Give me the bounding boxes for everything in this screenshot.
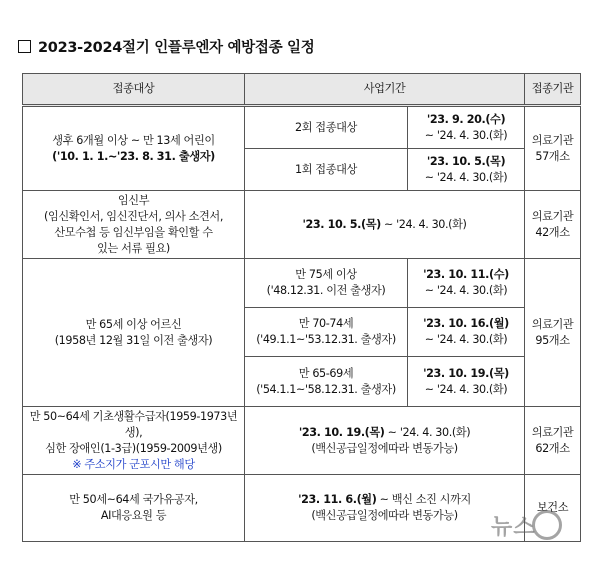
period-end: ~ '24. 4. 30.(화) xyxy=(424,333,508,346)
group-range: ('48.12.31. 이전 출생자) xyxy=(266,284,386,297)
period-start: '23. 10. 11.(수) xyxy=(423,268,509,281)
elderly-70-label xyxy=(245,308,408,357)
target-note: 산모수첩 등 임신부임을 확인할 수 xyxy=(54,225,213,239)
period-end: ~ '24. 4. 30.(화) xyxy=(424,382,508,396)
group-label: 만 75세 이상 xyxy=(295,268,357,281)
veterans-institution: 보건소 xyxy=(525,475,581,542)
institution-count: 42개소 xyxy=(535,225,570,239)
period-start: '23. 10. 5.(목) xyxy=(302,217,381,231)
group-range: ('49.1.1~'53.12.31. 출생자) xyxy=(256,333,396,346)
target-text: AI대응요원 등 xyxy=(100,509,167,522)
institution-type: 의료기관 xyxy=(531,133,574,147)
checkbox-square-icon xyxy=(18,40,31,53)
period-start: '23. 10. 19.(목) xyxy=(298,425,385,439)
elderly-institution xyxy=(525,259,581,407)
vulnerable-institution xyxy=(525,407,581,475)
institution-type: 의료기관 xyxy=(531,317,574,331)
children-dose1-label: 1회 접종대상 xyxy=(245,149,408,191)
period-end: ~ '24. 4. 30.(화) xyxy=(383,217,467,231)
target-text: 심한 장애인(1-3급)(1959-2009년생) xyxy=(45,441,222,455)
page-title xyxy=(18,36,314,57)
header-row xyxy=(23,74,581,106)
header-period: 사업기간 xyxy=(245,74,525,106)
target-text: 만 50세~64세 국가유공자, xyxy=(69,493,198,506)
vaccination-schedule-table xyxy=(22,73,581,542)
period-start: '23. 10. 5.(목) xyxy=(426,154,506,168)
institution-count: 62개소 xyxy=(535,441,570,455)
institution-type: 의료기관 xyxy=(531,209,574,223)
header-institution: 접종기관 xyxy=(525,74,581,106)
vulnerable-period xyxy=(245,407,525,475)
institution-count: 95개소 xyxy=(535,333,570,347)
pregnant-institution xyxy=(525,191,581,259)
group-label: 만 70-74세 xyxy=(298,317,354,330)
children-dose1-period xyxy=(408,149,525,191)
veterans-period xyxy=(245,475,525,542)
watermark-text: 뉴스 xyxy=(491,515,536,540)
children-dose2-label: 2회 접종대상 xyxy=(245,106,408,149)
vulnerable-target xyxy=(23,407,245,475)
target-text: 만 50~64세 기초생활수급자(1959-1973년생), xyxy=(29,409,238,439)
elderly-65-label xyxy=(245,357,408,407)
group-range: ('54.1.1~'58.12.31. 출생자) xyxy=(256,382,396,396)
target-range: (1958년 12월 31일 이전 출생자) xyxy=(54,333,213,347)
target-text: 만 65세 이상 어르신 xyxy=(85,317,182,331)
children-target xyxy=(23,106,245,191)
table-row xyxy=(23,191,581,259)
target-range: ('10. 1. 1.~'23. 8. 31. 출생자) xyxy=(52,149,215,163)
watermark-circle-icon xyxy=(532,510,562,540)
institution-type: 의료기관 xyxy=(531,425,574,439)
group-label: 만 65-69세 xyxy=(298,366,354,380)
period-note: (백신공급일정에따라 변동가능) xyxy=(311,441,458,455)
table-row xyxy=(23,106,581,149)
institution-count: 57개소 xyxy=(535,149,570,163)
target-note: 있는 서류 필요) xyxy=(97,241,170,255)
period-note: (백신공급일정에따라 변동가능) xyxy=(311,509,458,522)
title-text: 2023-2024절기 인플루엔자 예방접종 일정 xyxy=(38,40,315,56)
elderly-target xyxy=(23,259,245,407)
period-start: '23. 11. 6.(월) xyxy=(298,493,377,506)
period-start: '23. 10. 19.(목) xyxy=(423,366,509,380)
news-watermark-logo xyxy=(491,510,579,550)
veterans-target xyxy=(23,475,245,542)
elderly-75-period xyxy=(408,259,525,308)
pregnant-target xyxy=(23,191,245,259)
elderly-75-label xyxy=(245,259,408,308)
elderly-70-period xyxy=(408,308,525,357)
target-note: (임신확인서, 임신진단서, 의사 소견서, xyxy=(43,209,223,223)
target-text: 임신부 xyxy=(117,193,150,207)
period-end: ~ '24. 4. 30.(화) xyxy=(424,170,508,184)
table-row xyxy=(23,407,581,475)
children-dose2-period xyxy=(408,106,525,149)
period-end: ~ 백신 소진 시까지 xyxy=(376,493,471,506)
table-row xyxy=(23,259,581,308)
target-text: 생후 6개월 이상 ~ 만 13세 어린이 xyxy=(52,133,215,147)
header-target: 접종대상 xyxy=(23,74,245,106)
period-start: '23. 10. 16.(월) xyxy=(423,317,509,330)
residency-note: ※ 주소지가 군포시만 해당 xyxy=(72,457,195,471)
period-end: ~ '24. 4. 30.(화) xyxy=(424,128,508,142)
period-end: ~ '24. 4. 30.(화) xyxy=(384,425,471,439)
period-start: '23. 9. 20.(수) xyxy=(426,112,506,126)
period-end: ~ '24. 4. 30.(화) xyxy=(424,284,508,297)
elderly-65-period xyxy=(408,357,525,407)
pregnant-period xyxy=(245,191,525,259)
children-institution xyxy=(525,106,581,191)
